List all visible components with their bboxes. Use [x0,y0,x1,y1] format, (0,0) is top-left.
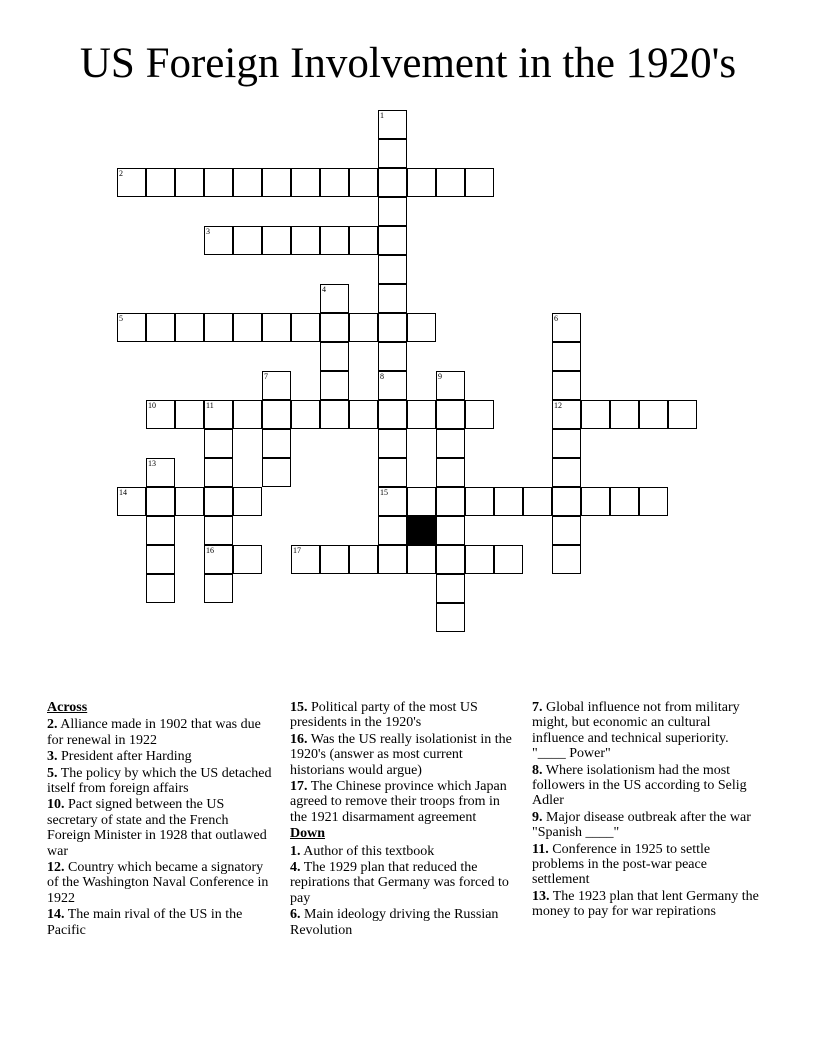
clue-number-label: 5 [119,314,123,323]
clue-across-12 [47,860,275,906]
grid-cell[interactable] [407,313,436,342]
clue-text: Political party of the most US presidents in the 1920's [290,700,478,731]
grid-cell[interactable] [146,400,175,429]
grid-cell[interactable] [378,400,407,429]
clue-down-1 [290,844,518,859]
clue-number-label: 9 [438,372,442,381]
grid-cell[interactable] [320,371,349,400]
grid-cell[interactable] [552,313,581,342]
grid-cell[interactable] [581,487,610,516]
clue-number: 10. [47,797,65,813]
grid-cell[interactable] [436,400,465,429]
grid-cell[interactable] [349,226,378,255]
grid-cell[interactable] [407,545,436,574]
grid-cell[interactable] [552,487,581,516]
clue-down-13 [532,889,760,920]
clue-down-9 [532,810,760,841]
clue-text: Pact signed between the US secretary of state and the French Foreign Minister in 1928 that outlawed war [47,797,267,859]
grid-cell[interactable] [291,168,320,197]
clue-text: Author of this textbook [303,843,435,859]
grid-cell[interactable] [117,487,146,516]
clue-number: 8. [532,762,543,778]
grid-cell[interactable] [146,516,175,545]
clue-number-label: 10 [148,401,156,410]
grid-cell[interactable] [204,313,233,342]
grid-cell[interactable] [175,313,204,342]
clue-down-11 [532,842,760,888]
clue-text: Alliance made in 1902 that was due for renewal in 1922 [47,717,261,748]
clue-number: 4. [290,860,301,876]
grid-cell[interactable] [639,400,668,429]
clue-across-16 [290,732,518,778]
grid-cell[interactable] [552,342,581,371]
grid-cell[interactable] [146,458,175,487]
clue-number: 13. [532,888,550,904]
grid-cell[interactable] [407,168,436,197]
grid-cell[interactable] [349,313,378,342]
clue-across-10 [47,797,275,859]
clue-across-5 [47,766,275,797]
clue-column-2 [290,700,518,939]
grid-cell[interactable] [320,400,349,429]
grid-cell[interactable] [233,226,262,255]
grid-cell[interactable] [552,400,581,429]
clue-text: The 1923 plan that lent Germany the money to pay for war repirations [532,888,759,920]
clue-text: The main rival of the US in the Pacific [47,907,243,938]
grid-cell[interactable] [436,545,465,574]
clue-number-label: 12 [554,401,562,410]
clue-text: Main ideology driving the Russian Revolution [290,907,499,938]
grid-cell[interactable] [494,545,523,574]
grid-cell[interactable] [291,400,320,429]
clue-across-14 [47,907,275,938]
clue-number-label: 6 [554,314,558,323]
clue-column-3 [532,700,760,921]
clue-number-label: 13 [148,459,156,468]
clue-number-label: 2 [119,169,123,178]
grid-cell[interactable] [407,487,436,516]
grid-cell[interactable] [117,168,146,197]
grid-cell[interactable] [436,487,465,516]
grid-cell[interactable] [233,168,262,197]
grid-cell[interactable] [378,429,407,458]
grid-cell[interactable] [349,400,378,429]
clue-number: 6. [290,907,301,923]
grid-cell[interactable] [378,545,407,574]
grid-cell[interactable] [378,139,407,168]
black-square [407,516,436,545]
clue-number: 12. [47,860,65,876]
grid-cell[interactable] [436,371,465,400]
clue-number-label: 3 [206,227,210,236]
clue-across-2 [47,717,275,748]
grid-cell[interactable] [262,226,291,255]
clue-number: 1. [290,843,301,859]
grid-cell[interactable] [378,197,407,226]
grid-cell[interactable] [378,284,407,313]
clue-number: 17. [290,779,308,795]
grid-cell[interactable] [378,342,407,371]
grid-cell[interactable] [610,400,639,429]
grid-cell[interactable] [378,255,407,284]
grid-cell[interactable] [378,168,407,197]
grid-cell[interactable] [378,516,407,545]
grid-cell[interactable] [552,371,581,400]
grid-cell[interactable] [262,458,291,487]
grid-cell[interactable] [436,429,465,458]
grid-cell[interactable] [378,313,407,342]
clue-number: 11. [532,841,549,857]
grid-cell[interactable] [407,400,436,429]
grid-cell[interactable] [436,458,465,487]
clue-across-15 [290,700,518,731]
grid-cell[interactable] [349,545,378,574]
grid-cell[interactable] [262,313,291,342]
grid-cell[interactable] [233,545,262,574]
clue-number-label: 8 [380,372,384,381]
clue-text: Country which became a signatory of the Washington Naval Conference in 1922 [47,860,269,906]
clue-number: 3. [47,749,58,765]
grid-cell[interactable] [262,371,291,400]
grid-cell[interactable] [262,400,291,429]
grid-cell[interactable] [523,487,552,516]
clue-text: President after Harding [61,749,192,765]
grid-cell[interactable] [320,342,349,371]
grid-cell[interactable] [436,168,465,197]
grid-cell[interactable] [436,516,465,545]
grid-cell[interactable] [175,168,204,197]
clue-number-label: 1 [380,111,384,120]
grid-cell[interactable] [668,400,697,429]
grid-cell[interactable] [204,487,233,516]
grid-cell[interactable] [204,574,233,603]
grid-cell[interactable] [494,487,523,516]
clue-number: 15. [290,700,308,715]
grid-cell[interactable] [204,400,233,429]
grid-cell[interactable] [262,429,291,458]
grid-cell[interactable] [465,545,494,574]
clue-down-7 [532,700,760,762]
grid-cell[interactable] [262,168,291,197]
clue-text: The 1929 plan that reduced the repirations that Germany was forced to pay [290,860,509,906]
clue-text: The policy by which the US detached itself from foreign affairs [47,765,272,797]
grid-cell[interactable] [320,545,349,574]
clue-text: Global influence not from military might, but economic an cultural influence and technical superiority. "____ Power" [532,700,740,762]
grid-cell[interactable] [233,487,262,516]
clue-column-1 [47,700,275,939]
grid-cell[interactable] [117,313,146,342]
grid-cell[interactable] [378,371,407,400]
grid-cell[interactable] [436,574,465,603]
clue-down-6 [290,907,518,938]
clue-number-label: 15 [380,488,388,497]
grid-cell[interactable] [204,458,233,487]
clue-number-label: 17 [293,546,301,555]
grid-cell[interactable] [552,458,581,487]
grid-cell[interactable] [291,226,320,255]
clue-down-4 [290,860,518,906]
grid-cell[interactable] [349,168,378,197]
page-title: US Foreign Involvement in the 1920's [79,40,737,87]
grid-cell[interactable] [146,168,175,197]
clue-number: 7. [532,700,543,715]
grid-cell[interactable] [320,168,349,197]
grid-cell[interactable] [378,458,407,487]
grid-cell[interactable] [291,545,320,574]
grid-cell[interactable] [465,487,494,516]
clue-text: Was the US really isolationist in the 1920's (answer as most current historians would argue) [290,731,512,778]
clue-number: 16. [290,731,308,747]
across-heading: Across [47,700,88,715]
clue-number-label: 4 [322,285,326,294]
grid-cell[interactable] [146,313,175,342]
grid-cell[interactable] [204,226,233,255]
grid-cell[interactable] [233,400,262,429]
clue-text: Conference in 1925 to settle problems in the post-war peace settlement [532,841,711,888]
down-heading: Down [290,826,326,842]
clue-number-label: 16 [206,546,214,555]
grid-cell[interactable] [233,313,262,342]
grid-cell[interactable] [552,545,581,574]
grid-cell[interactable] [175,487,204,516]
grid-cell[interactable] [320,226,349,255]
grid-cell[interactable] [204,516,233,545]
grid-cell[interactable] [610,487,639,516]
grid-cell[interactable] [291,313,320,342]
grid-cell[interactable] [378,226,407,255]
grid-cell[interactable] [378,110,407,139]
clue-number: 2. [47,717,58,733]
grid-cell[interactable] [320,284,349,313]
grid-cell[interactable] [204,545,233,574]
grid-cell[interactable] [436,603,465,632]
grid-cell[interactable] [320,313,349,342]
grid-cell[interactable] [175,400,204,429]
clue-number-label: 7 [264,372,268,381]
clue-number: 9. [532,809,543,825]
grid-cell[interactable] [204,429,233,458]
clue-down-8 [532,763,760,809]
clue-text: Major disease outbreak after the war "Spanish ____" [532,809,751,841]
grid-cell[interactable] [465,400,494,429]
grid-cell[interactable] [204,168,233,197]
grid-cell[interactable] [465,168,494,197]
grid-cell[interactable] [146,545,175,574]
grid-cell[interactable] [552,429,581,458]
grid-cell[interactable] [639,487,668,516]
clue-number: 5. [47,765,58,781]
grid-cell[interactable] [581,400,610,429]
clue-across-3 [47,749,275,764]
grid-cell[interactable] [146,487,175,516]
grid-cell[interactable] [146,574,175,603]
grid-cell[interactable] [378,487,407,516]
clue-number-label: 11 [206,401,214,410]
grid-cell[interactable] [552,516,581,545]
clue-across-17 [290,779,518,825]
clue-number: 14. [47,907,65,923]
clue-number-label: 14 [119,488,127,497]
clue-text: The Chinese province which Japan agreed to remove their troops from in the 1921 disarmament agreement [290,779,507,825]
clue-text: Where isolationism had the most followers in the US according to Selig Adler [532,762,747,809]
